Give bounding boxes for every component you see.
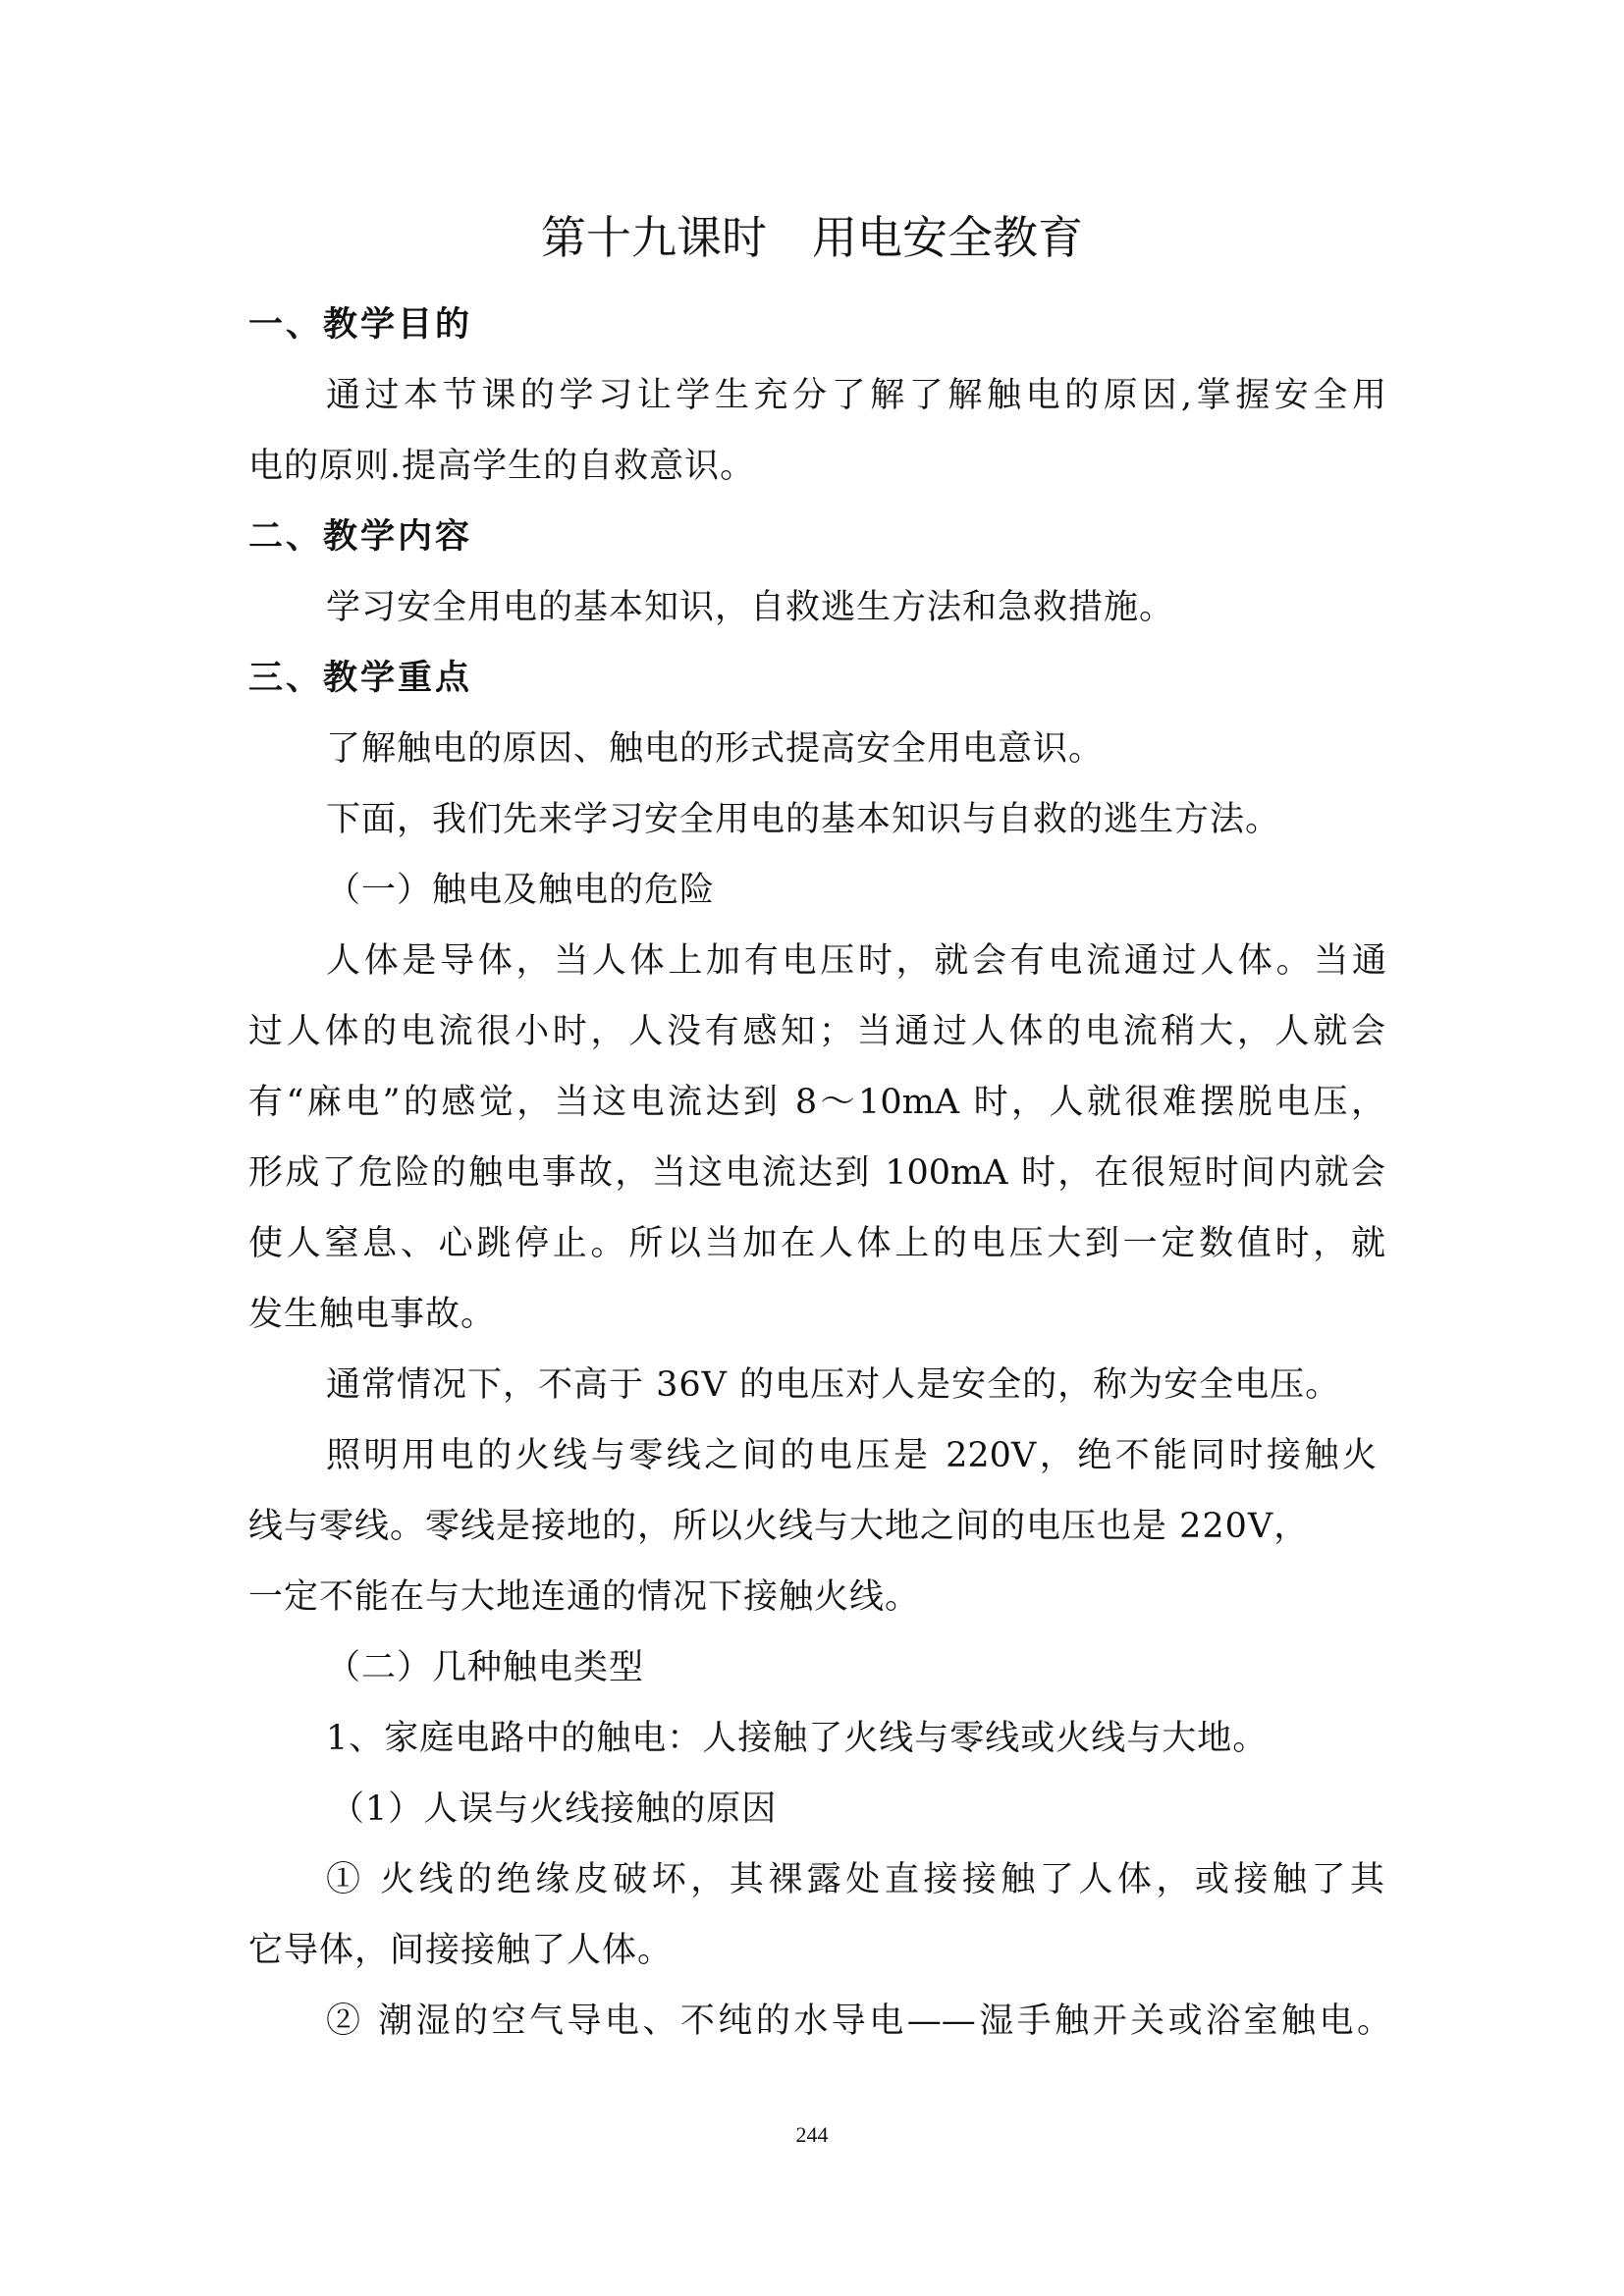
page-title: 第十九课时 用电安全教育	[541, 211, 1083, 264]
paragraph-line: 它导体，间接接触了人体。	[248, 1931, 674, 1970]
paragraph-line: 过人体的电流很小时，人没有感知；当通过人体的电流稍大，人就会	[248, 1012, 1385, 1051]
paragraph-line: 一定不能在与大地连通的情况下接触火线。	[248, 1577, 921, 1617]
paragraph-line: 有“麻电”的感觉，当这电流达到 8～10mA 时，人就很难摆脱电压，	[248, 1083, 1385, 1122]
paragraph-line: 形成了危险的触电事故，当这电流达到 100mA 时，在很短时间内就会	[248, 1153, 1385, 1193]
paragraph-line: 通常情况下，不高于 36V 的电压对人是安全的，称为安全电压。	[326, 1365, 1341, 1405]
paragraph-line: 发生触电事故。	[248, 1295, 497, 1334]
paragraph-line: 人体是导体，当人体上加有电压时，就会有电流通过人体。当通	[326, 941, 1386, 981]
paragraph-line: 1、家庭电路中的触电：人接触了火线与零线或火线与大地。	[326, 1719, 1269, 1758]
paragraph-line: 照明用电的火线与零线之间的电压是 220V，绝不能同时接触火	[326, 1436, 1377, 1475]
subsection-heading: （一）触电及触电的危险	[326, 871, 716, 910]
paragraph-line: ① 火线的绝缘皮破坏，其裸露处直接接触了人体，或接触了其	[326, 1860, 1384, 1899]
subsection-heading: （1）人误与火线接触的原因	[330, 1789, 778, 1829]
paragraph-line: 下面，我们先来学习安全用电的基本知识与自救的逃生方法。	[326, 800, 1281, 839]
paragraph-line: 通过本节课的学习让学生充分了解了解触电的原因,掌握安全用	[326, 376, 1386, 415]
paragraph-line: 学习安全用电的基本知识，自救逃生方法和急救措施。	[326, 588, 1175, 627]
paragraph-line: ② 潮湿的空气导电、不纯的水导电——湿手触开关或浴室触电。	[326, 2002, 1391, 2041]
paragraph-line: 了解触电的原因、触电的形式提高安全用电意识。	[326, 729, 1105, 769]
paragraph-line: 线与零线。零线是接地的，所以火线与大地之间的电压也是 220V，	[248, 1507, 1310, 1546]
paragraph-line: 电的原则.提高学生的自救意识。	[248, 447, 756, 486]
section-heading-key-points: 三、教学重点	[248, 659, 473, 698]
page-number: 244	[795, 2122, 829, 2147]
subsection-heading: （二）几种触电类型	[326, 1648, 645, 1687]
paragraph-line: 使人窒息、心跳停止。所以当加在人体上的电压大到一定数值时，就	[248, 1224, 1385, 1263]
section-heading-content: 二、教学内容	[248, 517, 473, 557]
section-heading-objectives: 一、教学目的	[248, 305, 473, 345]
